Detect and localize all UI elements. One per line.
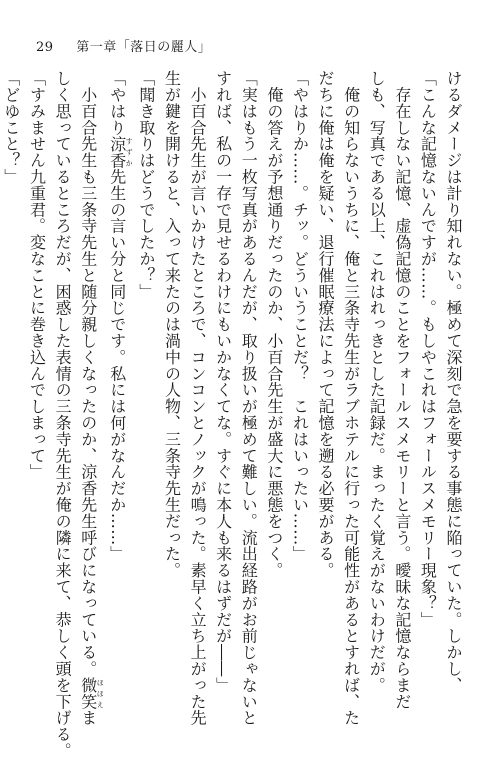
ruby-base: 微笑 [78,676,98,710]
text-line-with-ruby [75,70,105,727]
text-line: 「こんな記憶ないんですが……。もしやこれはフォールスメモリー現象？」 [418,70,438,628]
text-line: 生が鍵を開けると、入って来たのは渦中の人物、三条寺先生だった。 [162,70,182,579]
chapter-title: 第一章「落日の麗人」 [76,40,212,55]
ruby-base: 涼香 [107,135,127,169]
text-line: 存在しない記憶、虚偽記憶のことをフォールスメモリーと言う。曖昧な記憶ならまだ [392,70,412,710]
running-header [36,36,211,55]
ruby-annotation [78,676,105,710]
text-line: 俺の知らないうちに、俺と三条寺先生がラブホテルに行った可能性があるとすれば、た [341,70,361,726]
text-line: 小百合先生が言いかけたところで、コンコンとノックが鳴った。素早く立ち上がった先 [188,70,208,726]
text-line: しく思っているところだが、困惑した表情の三条寺先生が俺の隣に来て、恭しく頭を下げる。 [53,70,73,759]
text-segment: ま [78,709,98,727]
text-line: 「やはりか……。チッ。どういうことだ？ これはいったい……」 [290,70,310,562]
text-line: けるダメージは計り知れない。極めて深刻で急を要する事態に陥っていた。しかし、 [444,70,463,694]
ruby-reading: すずか [125,135,134,169]
text-line: すれば、私の一存で見せるわけにもいかなくてな。すぐに本人も来るはずだが――」 [213,70,233,694]
text-line: しも、写真である以上、これはれっきとした記録だ。まったく覚えがないわけだが。 [367,70,387,694]
page-number: 29 [36,40,54,55]
ruby-annotation [107,135,134,169]
ruby-reading: ほほえ [96,676,105,710]
vertical-body-text [1,70,466,759]
text-line: 「どゆこと？」 [1,70,21,185]
text-line: 「聞き取りはどうでしたか？」 [136,70,156,300]
text-line: だちに俺は俺を疑い、退行催眠療法によって記憶を遡る必要がある。 [316,70,336,579]
text-segment: 小百合先生も三条寺先生と随分親しくなったのか、涼香先生呼びになっている。 [78,70,98,677]
text-line: 俺の答えが予想通りだったのか、小百合先生が盛大に悪態をつく。 [264,70,284,579]
text-line: 「実はもう一枚写真があるんだが、取り扱いが極めて難しい。流出経路がお前じゃないと [239,70,259,726]
text-line-with-ruby [104,70,133,668]
text-segment: 先生の言い分と同じです。私には何がなんだか……」 [107,168,127,563]
text-segment: 「やはり [107,70,127,136]
text-line: 「すみません九重君。変なことに巻き込んでしまって」 [27,70,47,480]
